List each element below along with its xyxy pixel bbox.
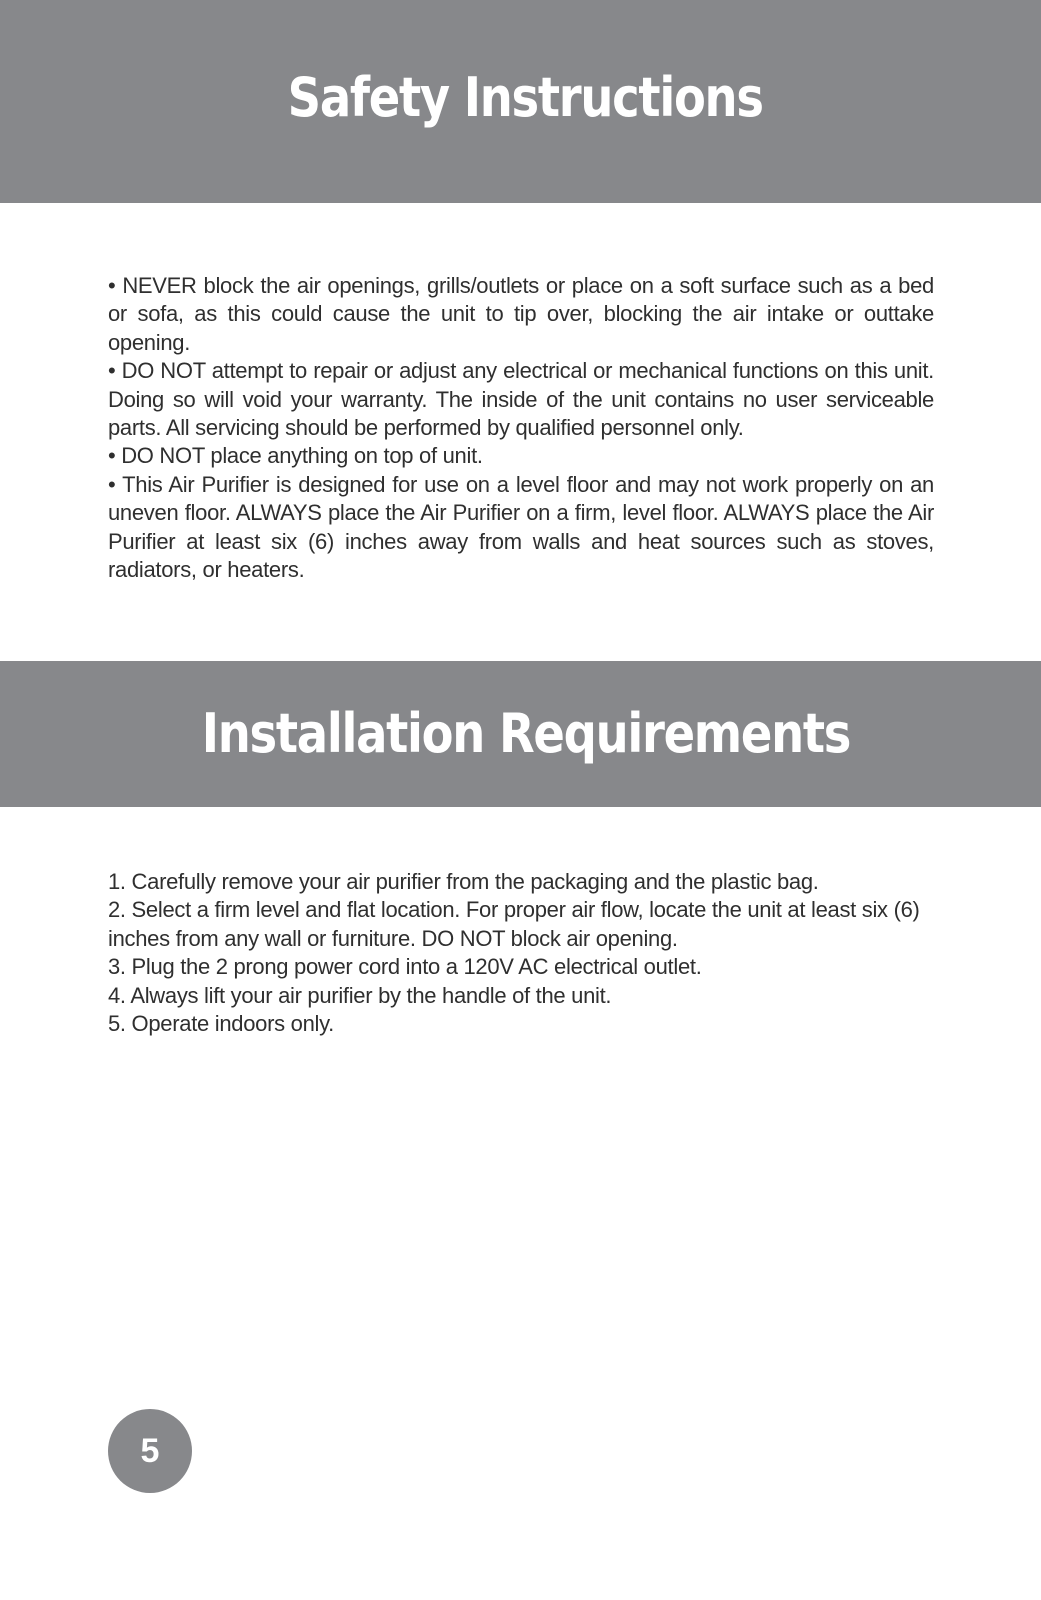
safety-item: • DO NOT attempt to repair or adjust any electrical or mechanical functions on this unit. Doing so will void your warranty. The inside of the unit contains no user serviceable parts. All servicing should be performed by qualified personnel only. xyxy=(108,358,934,441)
safety-item: • NEVER block the air openings, grills/outlets or place on a soft surface such as a bed or sofa, as this could cause the unit to tip over, blocking the air intake or outtake opening. xyxy=(108,273,934,355)
safety-instructions-banner xyxy=(0,0,1041,203)
installation-steps-list xyxy=(108,868,934,1038)
installation-requirements-banner xyxy=(0,661,1041,807)
safety-item: • DO NOT place anything on top of unit. xyxy=(108,443,483,469)
safety-instructions-title: Safety Instructions xyxy=(287,66,764,129)
installation-step: 5. Operate indoors only. xyxy=(108,1011,334,1037)
page-number-badge xyxy=(108,1409,192,1493)
safety-instructions-list xyxy=(108,272,934,584)
safety-item: • This Air Purifier is designed for use on a level floor and may not work properly on an uneven floor. ALWAYS place the Air Purifier on a firm, level floor. ALWAYS place the Air Purifier at least six (6) inches away from walls and heat sources such as stoves, radiators, or heaters. xyxy=(108,471,934,583)
installation-step: 2. Select a firm level and flat location. For proper air flow, locate the unit at least six (6) inches from any wall or furniture. DO NOT block air opening. xyxy=(108,897,920,951)
page-number: 5 xyxy=(140,1431,160,1470)
installation-step: 1. Carefully remove your air purifier from the packaging and the plastic bag. xyxy=(108,869,819,894)
installation-requirements-title: Installation Requirements xyxy=(201,701,850,765)
installation-step: 3. Plug the 2 prong power cord into a 120V AC electrical outlet. xyxy=(108,954,702,980)
installation-step: 4. Always lift your air purifier by the handle of the unit. xyxy=(108,982,612,1008)
